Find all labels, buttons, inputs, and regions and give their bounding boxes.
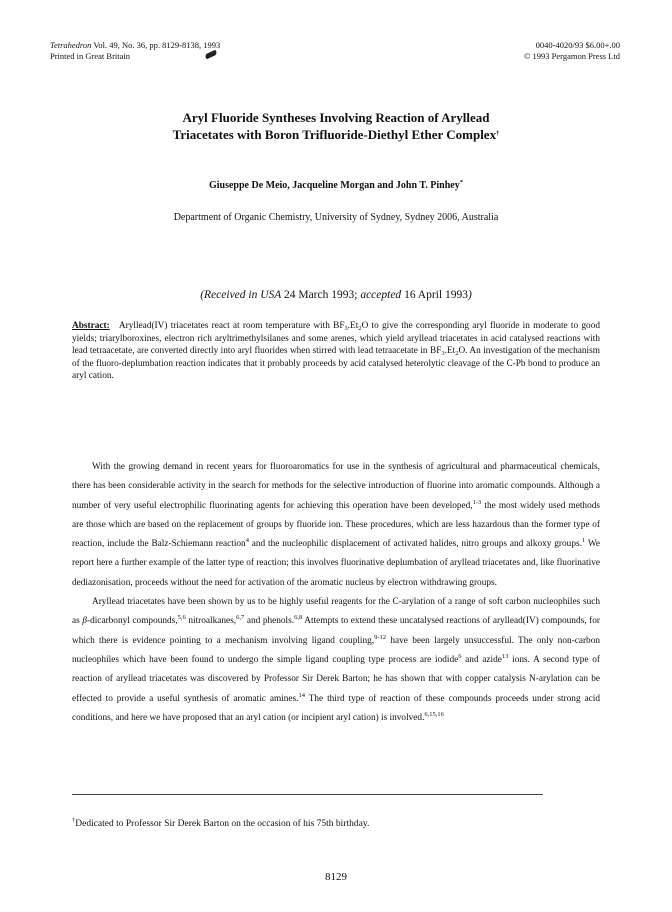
- footnote: [72, 819, 369, 829]
- text-run: Aryllead triacetates have been shown by us to be highly useful reagents for the C-arylation of a range of soft carbon nucleophiles such as: [72, 597, 600, 627]
- title-line-2: Triacetates with Boron Trifluoride-Diethyl Ether Complex: [172, 127, 497, 142]
- accepted-year: 1993: [444, 289, 468, 301]
- received-date: 24 March: [283, 289, 329, 301]
- paper-title: [0, 109, 672, 143]
- reference: 14: [298, 691, 305, 699]
- text-run: the most widely used methods are those which are based on the replacement of groups by fluoride ion. These procedures, which are less hazardous than the former type of reaction, include the Balz-Schiemann reaction: [72, 500, 600, 550]
- abstract-text-c: O to give the corresponding aryl fluoride in moderate to good yields; triarylboroxines, electron rich aryltrimethylsilanes and some arenes, which yield aryllead triacetates in acid catalysed reactions with lead tetraacetate, are converted directly into aryl fluorides when stirred with lead tetraacetate in BF: [72, 321, 600, 357]
- text-run: and azide: [461, 654, 502, 665]
- abstract-text-a: Aryllead(IV) triacetates react at room temperature with BF: [118, 321, 345, 331]
- reference: 6,15,16: [424, 710, 444, 718]
- text-run: We report here a further example of the latter type of reaction; this involves fluorinative deplumbation of aryllead triacetates and, like fluorinative dediazonisation, proceeds without the need for activation of the aromatic nucleus by electron withdrawing groups.: [72, 539, 600, 588]
- page-number: 8129: [325, 871, 347, 883]
- text-run: The third type of reaction of these compounds proceeds under strong acid conditions, and here we have proposed that an aryl cation (or incipient aryl cation) is involved.: [72, 693, 600, 723]
- subscript: 3: [344, 325, 348, 332]
- reference: 13: [501, 652, 509, 660]
- volume-info: Vol. 49, No. 36, pp. 8129-8138, 1993: [91, 40, 221, 50]
- reference: 9-12: [374, 633, 387, 641]
- paragraph-1: [72, 458, 600, 593]
- text-run: nitroalkanes,: [185, 616, 237, 627]
- reference: 6: [458, 652, 462, 660]
- abstract-text-b: .Et: [347, 321, 359, 331]
- abstract-text-b2: .Et: [444, 346, 456, 357]
- body-text: [72, 458, 600, 728]
- reference: 6,7: [236, 614, 245, 622]
- beta-symbol: β: [82, 616, 87, 627]
- abstract-text-d: O. An investigation of the mechanism of the fluoro-deplumbation reaction indicates that it probably proceeds by acid catalysed heterolytic cleavage of the C-Pb bond to produce an aryl cation.: [72, 346, 600, 382]
- publisher-header: [524, 40, 620, 62]
- title-line-1: Aryl Fluoride Syntheses Involving Reaction of Aryllead: [182, 110, 490, 125]
- subscript: 2: [455, 350, 459, 358]
- footnote-rule: [72, 794, 543, 795]
- corresponding-mark: *: [459, 179, 463, 186]
- title-dagger: †: [496, 130, 500, 137]
- paragraph-2: [72, 593, 600, 728]
- text-run: Attempts to extend these uncatalysed reactions of aryllead(IV) compounds, for which there is evidence pointing to a mechanism involving ligand coupling,: [72, 616, 600, 646]
- text-run: and the nucleophilic displacement of activated halides, nitro groups and alkoxy groups.: [248, 539, 582, 550]
- text-run: With the growing demand in recent years for fluoroaromatics for use in the synthesis of agricultural and pharmaceutical chemicals, there has been considerable activity in the search for methods for the selective introduction of fluorine into aromatic compounds. Although a number of very useful electrophilic fluorinating agents for achieving this operation have been developed,: [72, 462, 600, 511]
- abstract-label: Abstract:: [72, 321, 110, 331]
- received-dates: (Received in USA 24 March 1993; accepted 16 April 1993): [200, 289, 472, 301]
- received-in: Received in USA: [204, 289, 282, 301]
- reference: 5,6: [177, 614, 186, 622]
- journal-name: Tetrahedron: [50, 40, 92, 50]
- reference: 6,8: [294, 614, 303, 622]
- authors: [0, 180, 672, 191]
- journal-citation: [50, 40, 220, 51]
- subscript: 2: [358, 325, 362, 332]
- accepted-label: accepted: [360, 289, 402, 301]
- subscript: 3: [441, 350, 445, 358]
- reference: 1-3: [472, 498, 482, 506]
- footnote-text: Dedicated to Professor Sir Derek Barton on the occasion of his 75th birthday.: [75, 819, 370, 829]
- author-names: Giuseppe De Meio, Jacqueline Morgan and John T. Pinhey: [208, 180, 460, 191]
- printed-in: Printed in Great Britain: [50, 51, 131, 61]
- text-run: -dicarbonyl compounds,: [86, 616, 178, 627]
- footnote-dagger: †: [72, 817, 76, 824]
- reference: 4: [245, 537, 249, 545]
- issn-price: 0040-4020/93 $6.00+.00: [535, 40, 620, 50]
- accepted-date: 16 April: [404, 289, 443, 301]
- affiliation: Department of Organic Chemistry, University of Sydney, Sydney 2006, Australia: [173, 212, 499, 223]
- received-year: 1993;: [331, 289, 361, 301]
- title-line-2-wrap: [0, 126, 672, 143]
- text-run: and phenols.: [244, 616, 295, 627]
- copyright: © 1993 Pergamon Press Ltd: [523, 51, 620, 61]
- abstract: [72, 320, 600, 383]
- text-run: ions. A second type of reaction of aryllead triacetates was discovered by Professor Sir Derek Barton; he has shown that with copper catalysis N-arylation can be effected to provide a useful synthesis of aromatic amines.: [72, 654, 600, 704]
- text-run: have been largely unsuccessful. The only non-carbon nucleophiles which have been found to undergo the simple ligand coupling type process are iodide: [72, 635, 601, 665]
- journal-header: [50, 40, 220, 62]
- reference: 1: [581, 537, 586, 545]
